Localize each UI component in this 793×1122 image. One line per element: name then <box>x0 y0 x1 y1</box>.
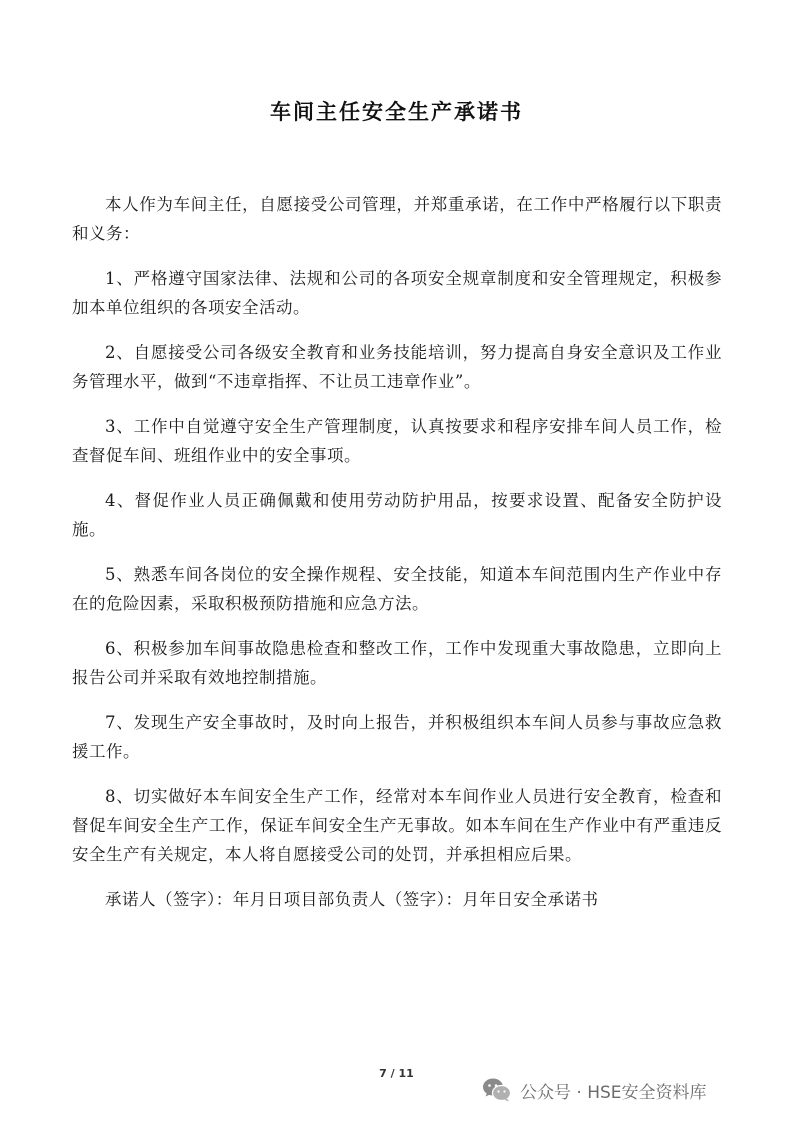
commitment-item-6: 6、积极参加车间事故隐患检查和整改工作，工作中发现重大事故隐患，立即向上报告公司并采取有效地控制措施。 <box>72 639 722 687</box>
wechat-icon <box>482 1077 512 1103</box>
page-number: 7 / 11 <box>379 1067 414 1080</box>
document-title: 车间主任安全生产承诺书 <box>270 99 523 124</box>
commitment-item-3: 3、工作中自觉遵守安全生产管理制度，认真按要求和程序安排车间人员工作，检查督促车间、班组作业中的安全事项。 <box>72 417 722 465</box>
watermark-text: 公众号 · HSE安全资料库 <box>520 1082 707 1103</box>
intro-paragraph: 本人作为车间主任，自愿接受公司管理，并郑重承诺，在工作中严格履行以下职责和义务： <box>72 195 722 243</box>
signature-line: 承诺人（签字）：年月日项目部负责人（签字）：月年日安全承诺书 <box>105 890 599 909</box>
commitment-item-2: 2、自愿接受公司各级安全教育和业务技能培训，努力提高自身安全意识及工作业务管理水平，做到“不违章指挥、不让员工违章作业”。 <box>72 343 722 391</box>
commitment-item-7: 7、发现生产安全事故时，及时向上报告，并积极组织本车间人员参与事故应急救援工作。 <box>72 713 722 761</box>
document-body <box>72 190 722 930</box>
commitment-item-5: 5、熟悉车间各岗位的安全操作规程、安全技能，知道本车间范围内生产作业中存在的危险因素，采取积极预防措施和应急方法。 <box>72 565 722 613</box>
commitment-item-8: 8、切实做好本车间安全生产工作，经常对本车间作业人员进行安全教育，检查和督促车间安全生产工作，保证车间安全生产无事故。如本车间在生产作业中有严重违反安全生产有关规定，本人将自愿接受公司的处罚，并承担相应后果。 <box>72 787 722 864</box>
watermark <box>482 1074 707 1106</box>
commitment-item-1: 1、严格遵守国家法律、法规和公司的各项安全规章制度和安全管理规定，积极参加本单位组织的各项安全活动。 <box>72 269 722 317</box>
commitment-item-4: 4、督促作业人员正确佩戴和使用劳动防护用品，按要求设置、配备安全防护设施。 <box>72 491 722 539</box>
